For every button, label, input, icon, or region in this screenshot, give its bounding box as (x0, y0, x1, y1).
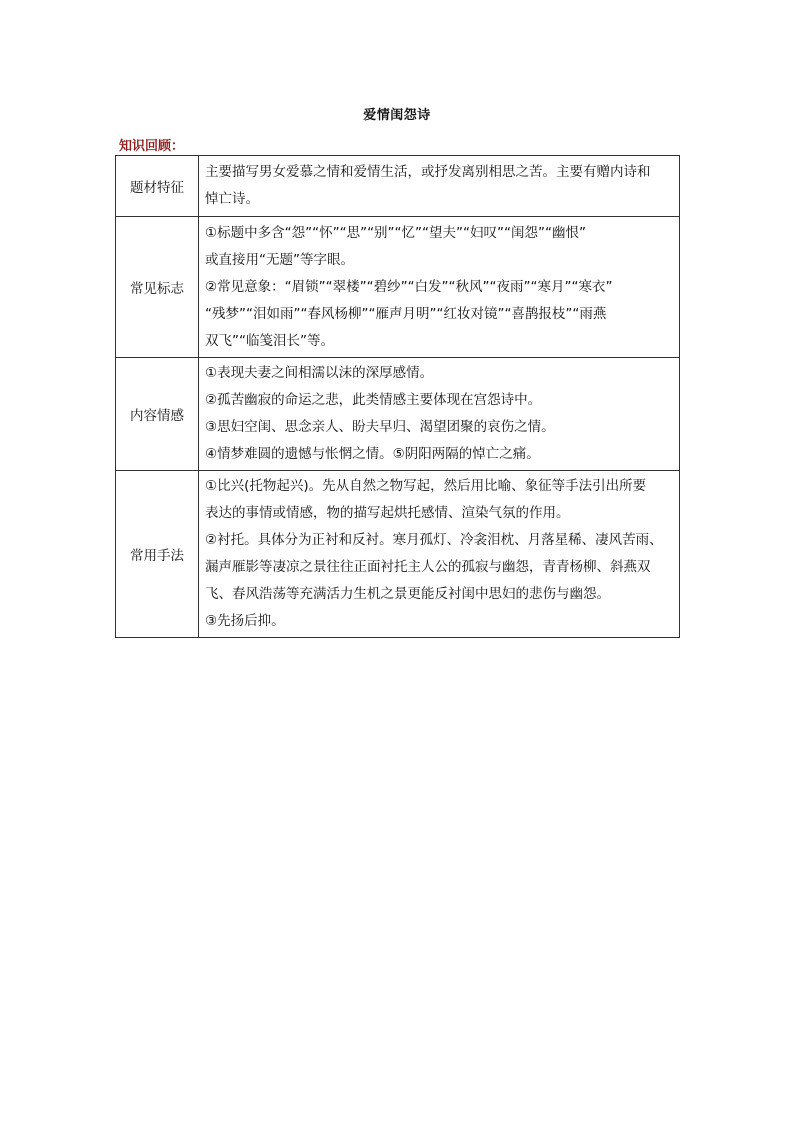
content-line: ③先扬后抑。 (205, 613, 285, 629)
content-line: 表达的事情或情感，物的描写起烘托感情、渲染气氛的作用。 (205, 505, 570, 521)
page-title: 爱情闺怨诗 (363, 108, 431, 123)
section-heading: 知识回顾： (119, 139, 185, 154)
row-label-emotion: 内容情感 (116, 358, 199, 471)
content-line: 主要描写男女爱慕之情和爱情生活，或抒发离别相思之苦。主要有赠内诗和 (205, 164, 651, 180)
content-line: 悼亡诗。 (205, 191, 259, 207)
content-line: ①比兴(托物起兴)。先从自然之物写起，然后用比喻、象征等手法引出所要 (205, 478, 647, 494)
row-content-emotion (199, 358, 680, 471)
row-label-markers: 常见标志 (116, 217, 199, 358)
knowledge-table (115, 155, 680, 638)
content-line: ③思妇空闺、思念亲人、盼夫早归、渴望团聚的哀伤之情。 (205, 419, 555, 435)
content-line: 飞、春风浩荡等充满活力生机之景更能反衬闺中思妇的悲伤与幽怨。 (205, 586, 610, 602)
table-row (116, 217, 680, 358)
row-label-techniques: 常用手法 (116, 471, 199, 638)
content-line: 或直接用“无题”等字眼。 (205, 251, 354, 268)
row-content-theme (199, 156, 680, 217)
content-line: ④情梦难圆的遗憾与怅惘之情。⑤阴阳两隔的悼亡之痛。 (205, 446, 540, 462)
content-line: 漏声雁影等凄凉之景往往正面衬托主人公的孤寂与幽怨，青青杨柳、斜燕双 (205, 559, 651, 575)
content-line: ①表现夫妻之间相濡以沫的深厚感情。 (205, 365, 434, 381)
content-line: 双飞”“临笺泪长”等。 (205, 332, 334, 349)
content-line: ②衬托。具体分为正衬和反衬。寒月孤灯、冷衾泪枕、月落星稀、凄风苦雨、 (205, 532, 663, 548)
content-line: ①标题中多含“怨”“怀”“思”“别”“忆”“望夫”“妇叹”“闺怨”“幽恨” (205, 224, 586, 241)
content-line: ②孤苦幽寂的命运之悲，此类情感主要体现在宫怨诗中。 (205, 392, 542, 408)
content-line: ②常见意象：“眉锁”“翠楼”“碧纱”“白发”“秋风”“夜雨”“寒月”“寒衣” (205, 278, 613, 295)
content-line: “残梦”“泪如雨”“春风杨柳”“雁声月明”“红妆对镜”“喜鹊报枝”“雨燕 (205, 305, 607, 322)
row-content-markers (199, 217, 680, 358)
table-row (116, 156, 680, 217)
row-content-techniques (199, 471, 680, 638)
table-row (116, 358, 680, 471)
table-row (116, 471, 680, 638)
row-label-theme: 题材特征 (116, 156, 199, 217)
